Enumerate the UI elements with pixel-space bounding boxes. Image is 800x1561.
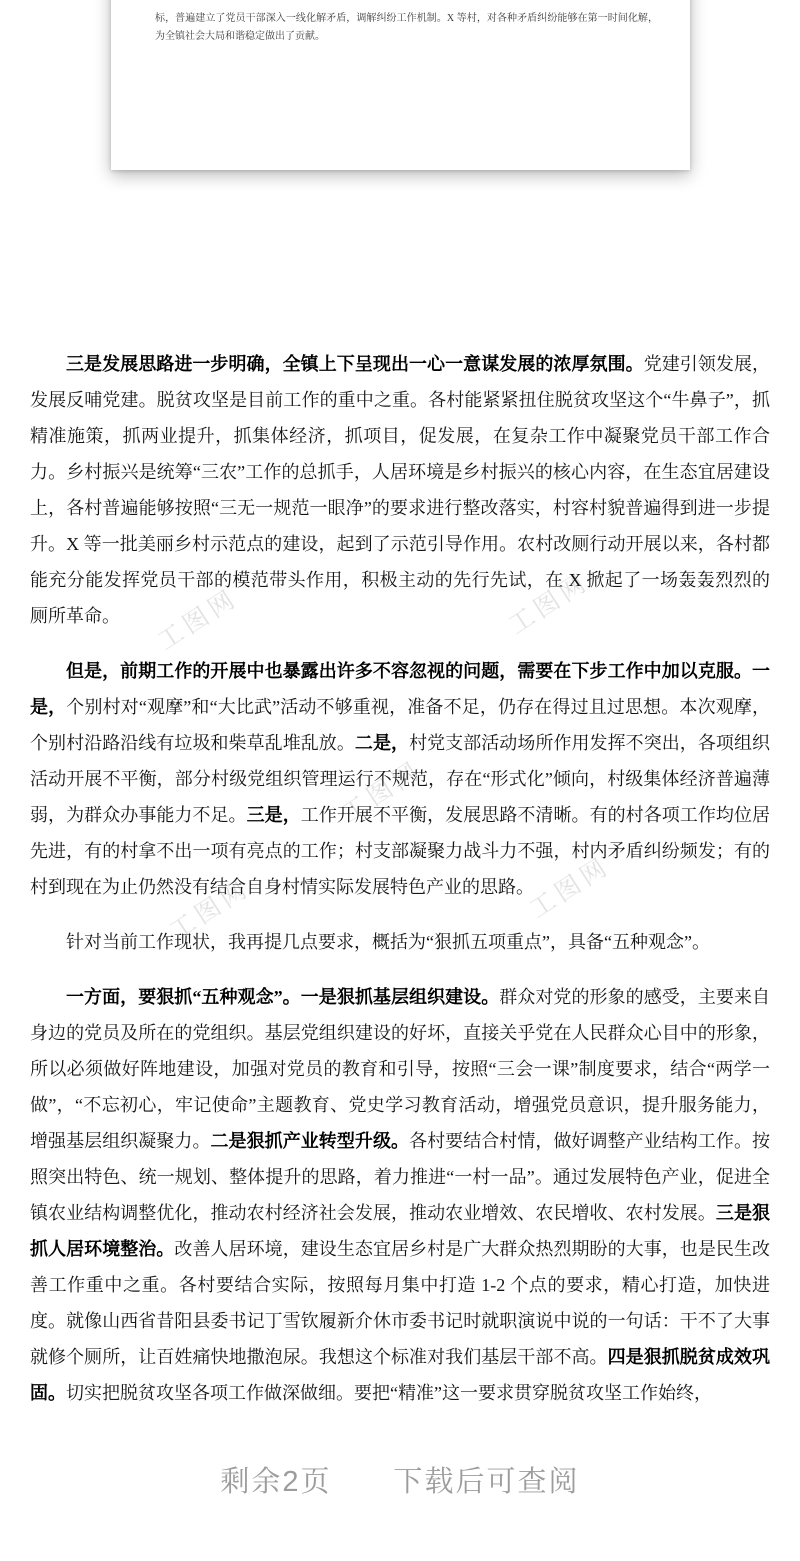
bold-text-run: 三是， [246,805,301,825]
bold-text-run: 但是，前期工作的开展中也暴露出许多不容忽视的问题，需要在下步工作中加以克服。 [66,661,752,681]
text-run: 各村要结合村情，做好调整产业结构工作。按照突出特色、统一规划、整体提升的思路，着力推进“一村一品”。通过发展特色产业，促进全镇农业结构调整优化，推动农村经济社会发展，推动农业增效、农民增收、农村发展。 [30,1131,770,1223]
paragraph [30,979,770,1411]
text-run: 改善人居环境，建设生态宜居乡村是广大群众热烈期盼的大事，也是民生改善工作重中之重。各村要结合实际，按照每月集中打造 1-2 个点的要求，精心打造，加快进度。就像山西省昔阳县委书记丁雪钦履新介休市委书记时就职演说中说的一句话：干不了大事就修个厕所，让百姓痛快地撒泡尿。我想这个标准对我们基层干部不高。 [30,1239,770,1367]
paragraph [30,924,770,960]
watermark: 工图网 [164,873,256,946]
text-run: 切实把脱贫攻坚各项工作做深做细。要把“精准”这一要求贯穿脱贫攻坚工作始终， [66,1383,712,1403]
bold-text-run: 三是狠抓人居环境整治。 [30,1203,770,1259]
text-run: 工作开展不平衡，发展思路不清晰。有的村各项工作均位居先进，有的村拿不出一项有亮点的工作；村支部凝聚力战斗力不强，村内矛盾纠纷频发；有的村到现在为止仍然没有结合自身村情实际发展特色产业的思路。 [30,805,770,897]
previous-page-card [111,0,690,170]
watermark: 工图网 [524,851,616,924]
text-run: 群众对党的形象的感受，主要来自身边的党员及所在的党组织。基层党组织建设的好坏，直接关乎党在人民群众心目中的形象，所以必须做好阵地建设，加强对党员的教育和引导，按照“三会一课”制度要求，结合“两学一做”，“不忘初心，牢记使命”主题教育、党史学习教育活动，增强党员意识，提升服务能力，增强基层组织凝聚力。 [30,987,770,1151]
remaining-pages-note: 剩余2页 下载后可查阅 [220,1466,580,1498]
paragraph [30,346,770,634]
watermark: 工图网 [336,755,428,828]
bold-text-run: 三是发展思路进一步明确，全镇上下呈现出一心一意谋发展的浓厚氛围。 [66,354,644,374]
bold-text-run: 一方面，要狠抓“五种观念”。一是狠抓基层组织建设。 [66,987,500,1007]
bold-text-run: 一是， [30,661,770,717]
bold-text-run: 二是狠抓产业转型升级。 [210,1131,410,1151]
text-run: 村党支部活动场所作用发挥不突出，各项组织活动开展不平衡，部分村级党组织管理运行不规范，存在“形式化”倾向，村级集体经济普遍薄弱，为群众办事能力不足。 [30,733,770,825]
previous-page-text: 标，普遍建立了党员干部深入一线化解矛盾，调解纠纷工作机制。X 等村，对各种矛盾纠纷能够在第一时间化解，为全镇社会大局和谐稳定做出了贡献。 [155,13,658,42]
bold-text-run: 二是， [354,733,410,753]
paragraph [30,653,770,905]
watermark: 工图网 [152,583,244,656]
text-run: 个别村对“观摩”和“大比武”活动不够重视，准备不足，仍存在得过且过思想。本次观摩，个别村沿路沿线有垃圾和柴草乱堆乱放。 [30,697,770,753]
text-run: 针对当前工作现状，我再提几点要求，概括为“狠抓五项重点”，具备“五种观念”。 [66,932,710,952]
document-body [30,346,770,1451]
bold-text-run: 四是狠抓脱贫成效巩固。 [30,1347,770,1403]
watermark: 工图网 [503,567,595,640]
text-run: 党建引领发展，发展反哺党建。脱贫攻坚是目前工作的重中之重。各村能紧紧扭住脱贫攻坚这个“牛鼻子”，抓精准施策，抓两业提升，抓集体经济，抓项目，促发展，在复杂工作中凝聚党员干部工作合力。乡村振兴是统筹“三农”工作的总抓手，人居环境是乡村振兴的核心内容，在生态宜居建设上，各村普遍能够按照“三无一规范一眼净”的要求进行整改落实，村容村貌普遍得到进一步提升。X 等一批美丽乡村示范点的建设，起到了示范引导作用。农村改厕行动开展以来，各村都能充分能发挥党员干部的模范带头作用，积极主动的先行先试，在 X 掀起了一场轰轰烈烈的厕所革命。 [30,354,770,626]
